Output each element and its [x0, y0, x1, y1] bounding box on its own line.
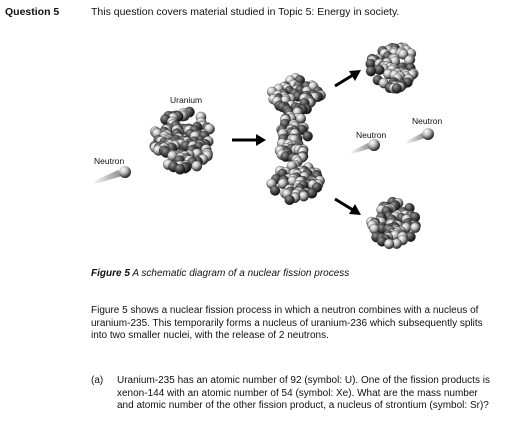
- question-intro: This question covers material studied in Topic 5: Energy in society.: [91, 6, 400, 18]
- nucleon: [270, 186, 280, 196]
- label-uranium: Uranium: [170, 95, 203, 105]
- body-paragraph: Figure 5 shows a nuclear fission process in which a neutron combines with a nucleus of uranium-235. This temporarily forms a nucleus of uranium-236 which subsequently splits into two smaller nuclei, with the release of 2 neutrons.: [91, 305, 483, 341]
- arrow-to-lower-fragment: [335, 199, 361, 215]
- uranium-235-nucleus: [150, 107, 215, 174]
- nucleon: [392, 84, 402, 94]
- arrow-to-upper-fragment: [335, 70, 361, 86]
- nucleon: [366, 66, 376, 76]
- label-neutron-released-1: Neutron: [356, 130, 387, 140]
- part-a-label: (a): [91, 375, 104, 386]
- arrow-to-compound: [232, 134, 266, 146]
- label-neutron-released-2: Neutron: [412, 116, 443, 126]
- nucleon: [384, 239, 394, 249]
- label-neutron-incoming: Neutron: [94, 156, 125, 166]
- figure-caption-text: A schematic diagram of a nuclear fission process: [132, 268, 350, 279]
- neutron-incoming: [92, 166, 131, 184]
- neutron-released-2: [405, 128, 434, 144]
- fission-product-upper: [366, 43, 419, 94]
- nucleon: [175, 164, 185, 174]
- part-a-question: Uranium-235 has an atomic number of 92 (symbol: U). One of the fission products is xenon-144 with an atomic number of 54 (symbol: Xe). What are the mass number and atomic number of the other fission product, a nucleus of strontium (symbol: Sr)?: [117, 375, 490, 411]
- question-number: Question 5: [5, 6, 60, 18]
- uranium-236-nucleus: [267, 73, 326, 205]
- nucleon: [303, 131, 313, 141]
- figure-caption: [91, 268, 349, 279]
- neutron-released-1: [350, 139, 380, 154]
- nucleon: [285, 195, 295, 205]
- nucleon: [410, 223, 420, 233]
- fission-product-lower: [366, 197, 420, 249]
- nucleon: [192, 161, 202, 171]
- figure-caption-number: Figure 5: [91, 268, 130, 279]
